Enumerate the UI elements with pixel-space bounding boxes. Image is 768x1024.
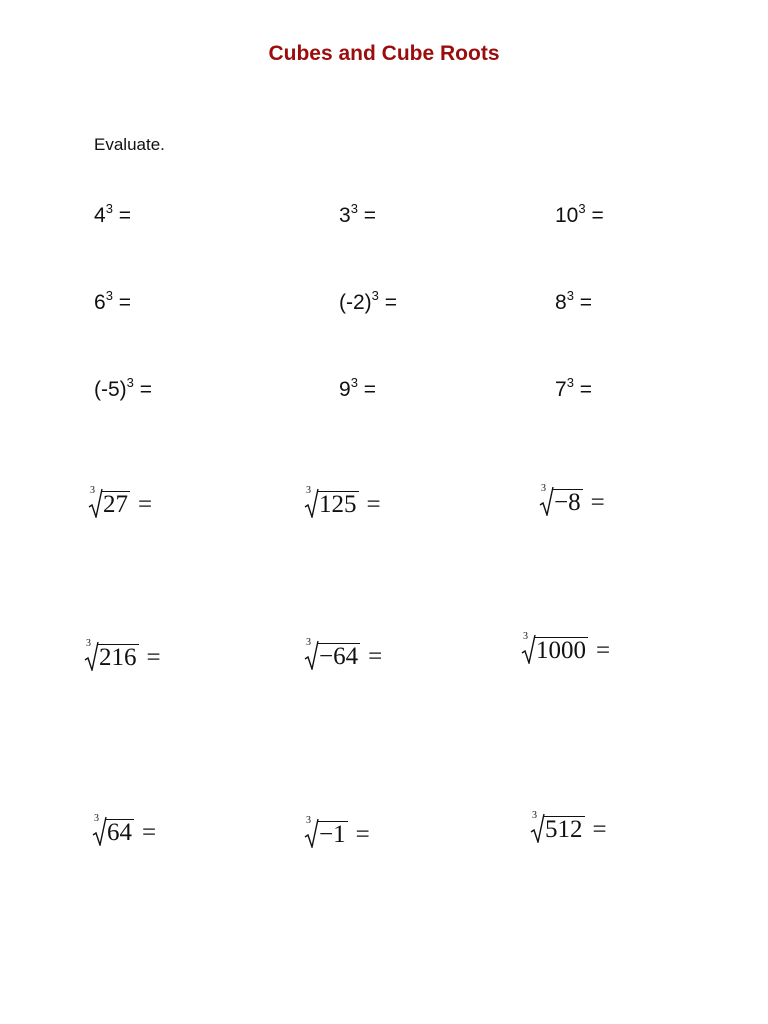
radical-sign-icon: 3 bbox=[304, 488, 319, 518]
radical-sign-icon: 3 bbox=[304, 818, 319, 848]
cube-root-problem: 3 64 = bbox=[94, 813, 157, 846]
cube-root-problem: 3 −8 = bbox=[541, 483, 605, 516]
cube-root-problem: 3 27 = bbox=[90, 485, 153, 518]
radical-sign-icon: 3 bbox=[84, 641, 99, 671]
cube-root-problem: 3 512 = bbox=[532, 810, 607, 843]
cube-problem: $10^3$ = bbox=[555, 201, 604, 227]
cube-root-problem: 3 125 = bbox=[306, 485, 381, 518]
cube-problem: $3^3$ = bbox=[339, 201, 377, 227]
cube-root-problem: 3 1000 = bbox=[523, 631, 611, 664]
radical-sign-icon: 3 bbox=[539, 486, 554, 516]
cube-problem: $(-5)^3$ = bbox=[94, 375, 153, 401]
page-title: Cubes and Cube Roots bbox=[268, 42, 500, 65]
cube-problem: $6^3$ = bbox=[94, 288, 132, 314]
cube-problem: $4^3$ = bbox=[94, 201, 132, 227]
cube-root-problem: 3 −64 = bbox=[306, 637, 383, 670]
radical-sign-icon: 3 bbox=[304, 640, 319, 670]
radical-sign-icon: 3 bbox=[88, 488, 103, 518]
radical-sign-icon: 3 bbox=[521, 634, 536, 664]
cube-root-problem: 3 216 = bbox=[86, 638, 161, 671]
instruction-text: Evaluate. bbox=[94, 135, 165, 154]
cube-problem: $9^3$ = bbox=[339, 375, 377, 401]
radical-sign-icon: 3 bbox=[530, 813, 545, 843]
cube-problem: $8^3$ = bbox=[555, 288, 593, 314]
radical-sign-icon: 3 bbox=[92, 816, 107, 846]
cube-problem: $(-2)^3$ = bbox=[339, 288, 398, 314]
cube-problem: $7^3$ = bbox=[555, 375, 593, 401]
cube-root-problem: 3 −1 = bbox=[306, 815, 370, 848]
